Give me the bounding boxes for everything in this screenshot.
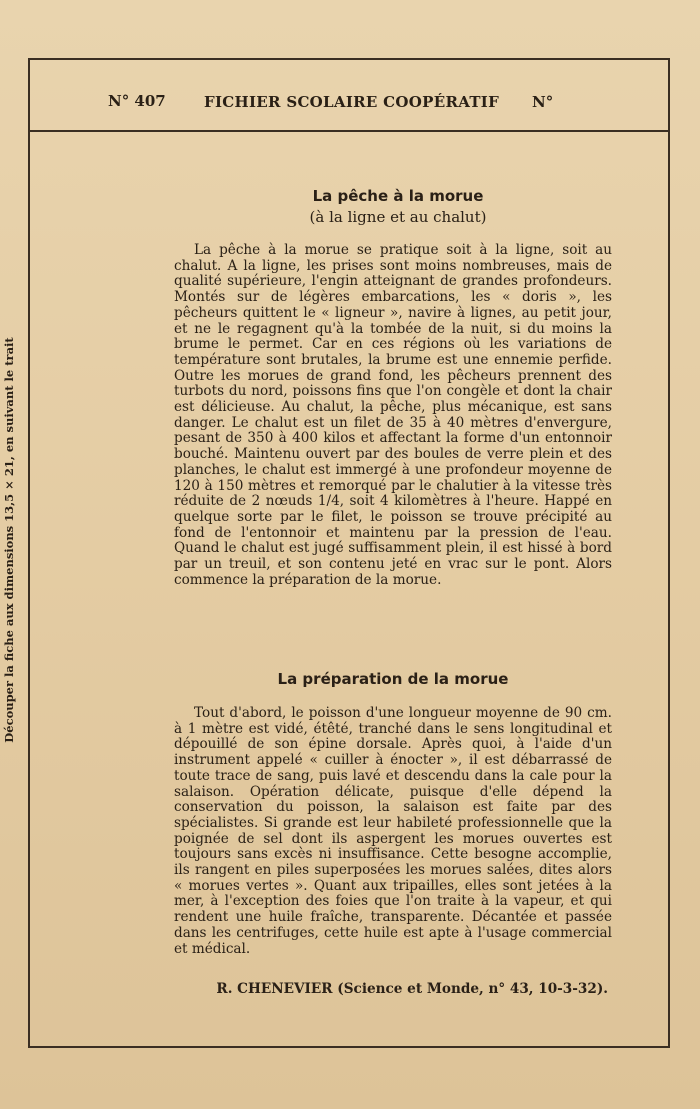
- card-number: N° 407: [108, 92, 166, 110]
- card-header: [30, 60, 668, 132]
- card-number-blank: N°: [532, 93, 554, 111]
- cutting-instruction-text: Découper la fiche aux dimensions 13,5 × 21, en suivant le trait: [2, 337, 16, 743]
- article1-body: La pêche à la morue se pratique soit à la ligne, soit au chalut. A la ligne, les prises sont moins nombreuses, mais de qualité supérieure, l'engin atteignant de grandes profondeurs. Montés sur de légères embarcations, les « doris », les pêcheurs quittent le « ligneur », navire à lignes, au petit jour, et ne le regagnent qu'à la tombée de la nuit, si du moins la brume le permet. Car en ces régions où les variations de température sont brutales, la brume est une ennemie perfide. Outre les morues de grand fond, les pêcheurs prennent des turbots du nord, poissons fins que l'on congèle et dont la chair est délicieuse. Au chalut, la pêche, plus mécanique, est sans danger. Le chalut est un filet de 35 à 40 mètres d'envergure, pesant de 350 à 400 kilos et affectant la forme d'un entonnoir bouché. Maintenu ouvert par des boules de verre plein et des planches, le chalut est immergé à une profondeur moyenne de 120 à 150 mètres et remorqué par le chalutier à la vitesse très réduite de 2 nœuds 1/4, soit 4 kilomètres à l'heure. Happé en quelque sorte par le filet, le poisson se trouve précipité au fond de l'entonnoir et maintenu par la pression de l'eau. Quand le chalut est jugé suffisamment plein, il est hissé à bord par un treuil, et son contenu jeté en vrac sur le pont. Alors commence la préparation de la morue.: [174, 242, 612, 588]
- header-title: FICHIER SCOLAIRE COOPÉRATIF: [204, 93, 500, 111]
- article1-subtitle: (à la ligne et au chalut): [309, 208, 487, 226]
- article2-title: La préparation de la morue: [277, 670, 509, 688]
- article1-title: La pêche à la morue: [312, 187, 484, 205]
- article2-body: Tout d'abord, le poisson d'une longueur moyenne de 90 cm. à 1 mètre est vidé, étêté, tranché dans le sens longitudinal et dépouillé de son épine dorsale. Après quoi, à l'aide d'un instrument appelé « cuiller à énocter », il est débarrassé de toute trace de sang, puis lavé et descendu dans la cale pour la salaison. Opération délicate, puisque d'elle dépend la conservation du poisson, la salaison est faite par des spécialistes. Si grande est leur habileté professionnelle que la poignée de sel dont ils aspergent les morues ouvertes est toujours sans excès ni insuffisance. Cette besogne accomplie, ils rangent en piles superposées les morues salées, dites alors « morues vertes ». Quant aux tripailles, elles sont jetées à la mer, à l'exception des foies que l'on traite à la vapeur, et qui rendent une huile fraîche, transparente. Décantée et passée dans les centrifuges, cette huile est apte à l'usage commercial et médical.: [174, 705, 612, 957]
- article2-credit: R. CHENEVIER (Science et Monde, n° 43, 10-3-32).: [216, 981, 608, 997]
